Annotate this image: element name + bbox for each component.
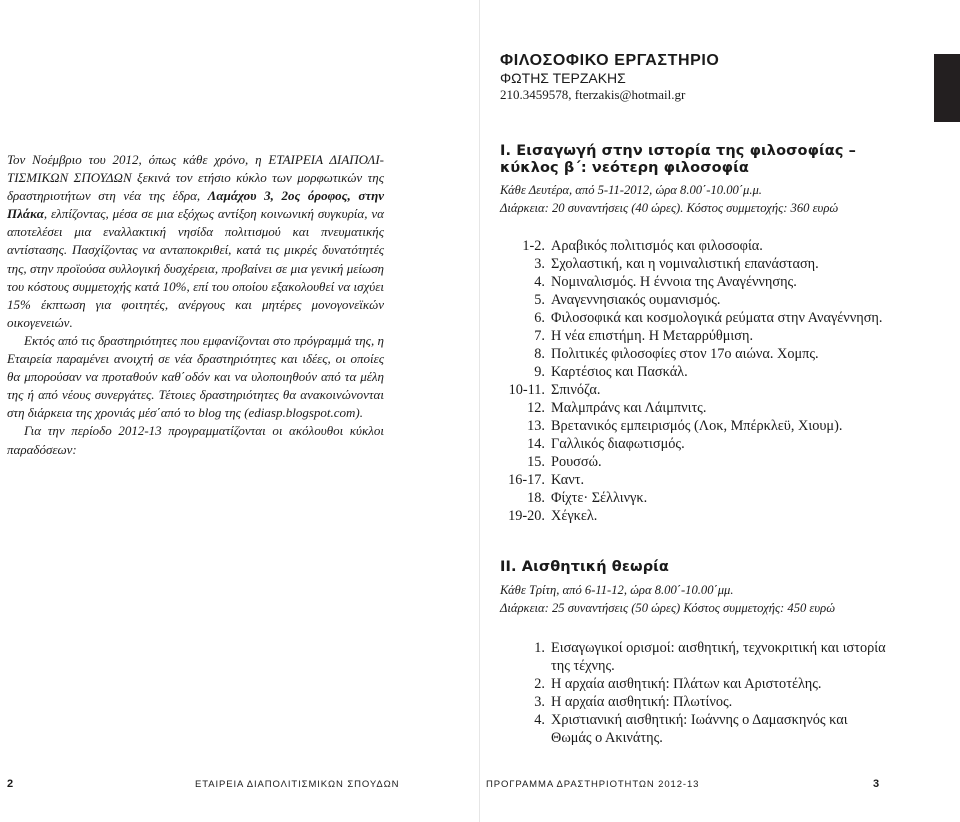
lesson-item — [487, 309, 887, 327]
page-number-left: 2 — [7, 778, 14, 790]
lesson-number: 19-20. — [508, 508, 545, 524]
lesson-number: 6. — [534, 310, 545, 326]
lesson-title: Φιλοσοφικά και κοσμολογικά ρεύματα στην Αναγέννηση. — [551, 310, 883, 326]
organizer-block — [500, 51, 719, 103]
lesson-title: Σχολαστική, και η νομιναλιστική επανάσταση. — [551, 256, 819, 272]
section-2-header — [500, 559, 890, 617]
section-2-meta — [500, 581, 890, 617]
page-fold — [479, 0, 480, 822]
lesson-title: Καντ. — [551, 472, 585, 488]
section-1-meta — [500, 181, 890, 217]
lesson-number: 3. — [534, 694, 545, 710]
lesson-item — [487, 639, 887, 675]
intro-paragraph-1: Τον Νοέμβριο του 2012, όπως κάθε χρόνο, η ΕΤΑΙΡΕΙΑ ΔΙΑΠΟΛΙ-ΤΙΣΜΙΚΩΝ ΣΠΟΥΔΩΝ ξεκινά τον ετήσιο κύκλο των μορφωτικών της δραστηριοτήτων στη νέα της έδρα, Λαμάχου 3, 2ος όροφος, στην Πλάκα, ελπίζοντας, μέσα σε μια εξόχως αντίξοη κοινωνική συγκυρία, να αποτελέσει μια εναλλακτική νησίδα πολιτισμού και πνευματικής αντίστασης. Πασχίζοντας να ανταποκριθεί, κατά τις μικρές δυνατότητές της, στην προϊούσα συλλογική δυσχέρεια, προβαίνει σε μια γενική μείωση του κόστους συμμετοχής κατά 10%, επί του οποίου εξακολουθεί να ισχύει 15% έκπτωση για φοιτητές, ανέργους και μητέρες μονογονεϊκών οικογενειών. — [7, 152, 385, 330]
lesson-number: 8. — [534, 346, 545, 362]
footer-right: ΠΡΟΓΡΑΜΜΑ ΔΡΑΣΤΗΡΙΟΤΗΤΩΝ 2012-13 — [486, 779, 700, 790]
footer-left: ΕΤΑΙΡΕΙΑ ΔΙΑΠΟΛΙΤΙΣΜΙΚΩΝ ΣΠΟΥΔΩΝ — [195, 779, 400, 790]
lesson-item — [487, 237, 887, 255]
section-2-duration: Διάρκεια: 25 συναντήσεις (50 ώρες) Κόστος συμμετοχής: 450 ευρώ — [500, 601, 836, 615]
lesson-title: Βρετανικός εμπειρισμός (Λοκ, Μπέρκλεϋ, Χιουμ). — [551, 418, 843, 434]
lesson-title: Καρτέσιος και Πασκάλ. — [551, 364, 688, 380]
section-1-header — [500, 143, 890, 217]
organizer-contact: 210.3459578, fterzakis@hotmail.gr — [500, 87, 686, 102]
lesson-title: Χέγκελ. — [551, 508, 598, 524]
section-2-lesson-list — [487, 639, 887, 747]
lesson-item — [487, 273, 887, 291]
lesson-title: Σπινόζα. — [551, 382, 601, 398]
lesson-title: Αναγεννησιακός ουμανισμός. — [551, 292, 721, 308]
lesson-number: 14. — [527, 436, 545, 452]
lesson-title: Η νέα επιστήμη. Η Μεταρρύθμιση. — [551, 328, 754, 344]
lesson-title: Εισαγωγικοί ορισμοί: αισθητική, τεχνοκριτική και ιστορία της τέχνης. — [551, 640, 886, 674]
lesson-title: Φίχτε· Σέλλινγκ. — [551, 490, 648, 506]
lesson-number: 7. — [534, 328, 545, 344]
lesson-number: 4. — [534, 274, 545, 290]
lesson-number: 4. — [534, 712, 545, 728]
lesson-title: Η αρχαία αισθητική: Πλάτων και Αριστοτέλης. — [551, 676, 822, 692]
lesson-item — [487, 417, 887, 435]
lesson-item — [487, 435, 887, 453]
lesson-title: Πολιτικές φιλοσοφίες στον 17ο αιώνα. Χομπς. — [551, 346, 819, 362]
thumb-index-tab — [934, 54, 960, 122]
lesson-number: 3. — [534, 256, 545, 272]
lesson-title: Γαλλικός διαφωτισμός. — [551, 436, 685, 452]
lesson-title: Η αρχαία αισθητική: Πλωτίνος. — [551, 694, 733, 710]
lesson-number: 5. — [534, 292, 545, 308]
section-1-title: Ι. Εισαγωγή στην ιστορία της φιλοσοφίας – κύκλος β΄: νεότερη φιλοσοφία — [500, 143, 857, 176]
lesson-item — [487, 381, 887, 399]
lesson-item — [487, 711, 887, 747]
lesson-item — [487, 507, 887, 525]
lesson-item — [487, 453, 887, 471]
section-2-title: ΙΙ. Αισθητική θεωρία — [500, 559, 669, 575]
lesson-title: Χριστιανική αισθητική: Ιωάννης ο Δαμασκηνός και Θωμάς ο Ακινάτης. — [551, 712, 848, 746]
intro-paragraph-3: Για την περίοδο 2012-13 προγραμματίζονται οι ακόλουθοι κύκλοι παραδόσεων: — [7, 423, 384, 457]
lesson-number: 9. — [534, 364, 545, 380]
venue-address: Λαμάχου 3, 2ος όροφος, στην Πλάκα — [7, 188, 385, 222]
lesson-number: 1. — [534, 640, 545, 656]
lesson-item — [487, 255, 887, 273]
lesson-number: 1-2. — [522, 238, 545, 254]
lesson-number: 10-11. — [508, 382, 545, 398]
section-1-lesson-list — [487, 237, 887, 525]
lesson-number: 12. — [527, 400, 545, 416]
organizer-title: ΦΙΛΟΣΟΦΙΚΟ ΕΡΓΑΣΤΗΡΙΟ — [500, 52, 720, 69]
lesson-item — [487, 363, 887, 381]
lesson-title: Μαλμπράνς και Λάιμπνιτς. — [551, 400, 707, 416]
section-2-schedule: Κάθε Τρίτη, από 6-11-12, ώρα 8.00΄-10.00΄μμ. — [500, 583, 734, 597]
page-number-right: 3 — [873, 778, 880, 790]
lesson-title: Ρουσσώ. — [551, 454, 602, 470]
lesson-item — [487, 489, 887, 507]
intro-text — [7, 151, 384, 459]
lesson-number: 16-17. — [508, 472, 545, 488]
lesson-item — [487, 399, 887, 417]
lesson-item — [487, 693, 887, 711]
lesson-item — [487, 345, 887, 363]
intro-paragraph-2: Εκτός από τις δραστηριότητες που εμφανίζονται στο πρόγραμμά της, η Εταιρεία παραμένει ανοιχτή σε νέα δραστηριότητες και ιδέες, οι οποίες θα μπορούσαν να προταθούν καθ΄οδόν και να υλοποιηθούν από τα μέλη της ή από νέους συνεργάτες. Τέτοιες δραστηριότητες θα ανακοινώνονται στη διάρκεια της χρονιάς μέσ΄από το blog της (ediasp.blogspot.com). — [7, 332, 384, 421]
section-1-duration: Διάρκεια: 20 συναντήσεις (40 ώρες). Κόστος συμμετοχής: 360 ευρώ — [500, 201, 839, 215]
lesson-number: 18. — [527, 490, 545, 506]
section-1-schedule: Κάθε Δευτέρα, από 5-11-2012, ώρα 8.00΄-10.00΄μ.μ. — [500, 183, 762, 197]
lesson-number: 15. — [527, 454, 545, 470]
lesson-item — [487, 471, 887, 489]
lesson-item — [487, 675, 887, 693]
organizer-name: ΦΩΤΗΣ ΤΕΡΖΑΚΗΣ — [500, 70, 626, 86]
lesson-item — [487, 291, 887, 309]
lesson-title: Αραβικός πολιτισμός και φιλοσοφία. — [551, 238, 763, 254]
lesson-number: 2. — [534, 676, 545, 692]
lesson-item — [487, 327, 887, 345]
lesson-number: 13. — [527, 418, 545, 434]
lesson-title: Νομιναλισμός. Η έννοια της Αναγέννησης. — [551, 274, 797, 290]
